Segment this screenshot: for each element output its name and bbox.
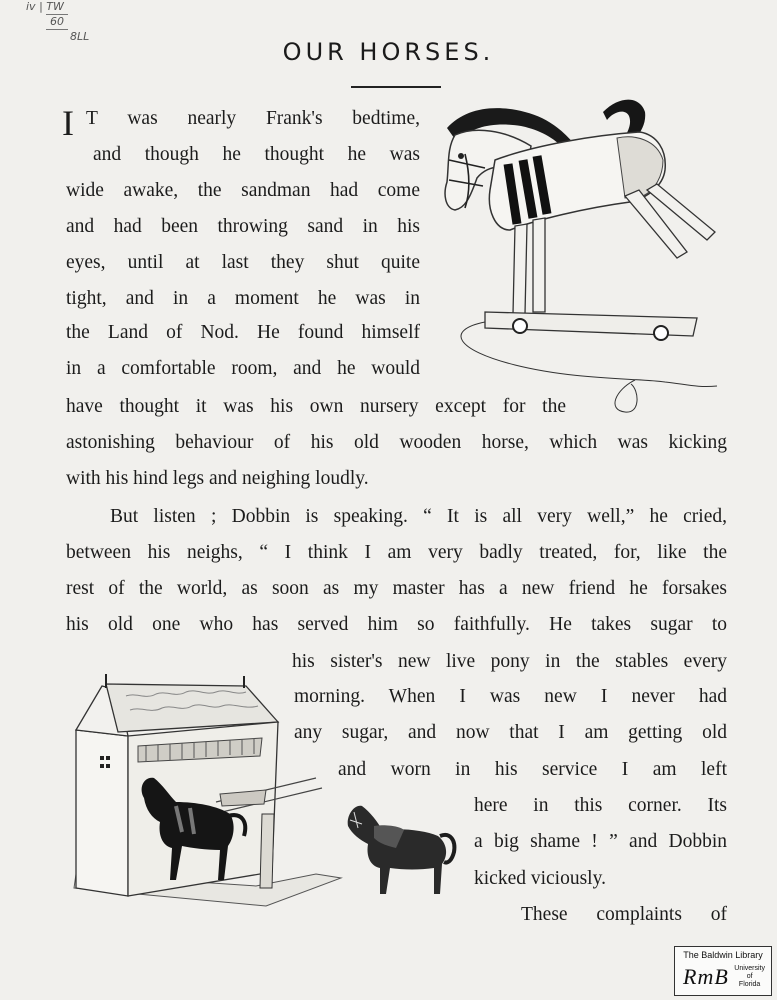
- text-line: have thought it was his own nursery except for the: [66, 396, 566, 417]
- text-line: the Land of Nod. He found himself: [66, 322, 420, 343]
- text-line: here in this corner. Its: [474, 795, 727, 816]
- stamp-monogram: RmB: [683, 964, 729, 989]
- text-line: T was nearly Frank's bedtime,: [86, 108, 420, 129]
- text-line: astonishing behaviour of his old wooden horse, which was kicking: [66, 432, 727, 453]
- library-stamp: [674, 946, 772, 996]
- stamp-library-name: The Baldwin Library: [683, 950, 763, 960]
- text-line: with his hind legs and neighing loudly.: [66, 468, 369, 489]
- wooden-horse-illustration: [435, 90, 730, 420]
- stamp-university-line: University: [734, 965, 765, 972]
- text-line: morning. When I was new I never had: [294, 686, 727, 707]
- text-line: and had been throwing sand in his: [66, 216, 420, 237]
- text-line: wide awake, the sandman had come: [66, 180, 420, 201]
- text-line: any sugar, and now that I am getting old: [294, 722, 727, 743]
- stamp-university: [734, 965, 765, 989]
- text-line: tight, and in a moment he was in: [66, 288, 420, 309]
- text-line: in a comfortable room, and he would: [66, 358, 420, 379]
- text-line: his old one who has served him so faithfully. He takes sugar to: [66, 614, 727, 635]
- title-rule: [351, 86, 441, 88]
- shelfmark-line-3: 8LL: [70, 30, 90, 43]
- text-line: But listen ; Dobbin is speaking. “ It is all very well,” he cried,: [110, 506, 727, 527]
- text-line: his sister's new live pony in the stables every: [292, 651, 727, 672]
- stable-illustration: [66, 666, 346, 912]
- page-title: OUR HORSES.: [282, 38, 495, 66]
- shelfmark-line-2: 60: [46, 14, 68, 30]
- text-line: and worn in his service I am left: [338, 759, 727, 780]
- shelfmark-line-1: iv | TW: [26, 0, 64, 13]
- text-line: between his neighs, “ I think I am very badly treated, for, like the: [66, 542, 727, 563]
- pony-illustration: [344, 794, 460, 900]
- text-line: eyes, until at last they shut quite: [66, 252, 420, 273]
- drop-cap: I: [62, 103, 74, 143]
- text-line: These complaints of: [521, 904, 727, 925]
- stamp-university-line: of: [746, 973, 753, 980]
- stamp-university-line: Florida: [738, 981, 761, 988]
- text-line: kicked viciously.: [474, 868, 606, 889]
- text-line: and though he thought he was: [93, 144, 420, 165]
- text-line: rest of the world, as soon as my master has a new friend he forsakes: [66, 578, 727, 599]
- text-line: a big shame ! ” and Dobbin: [474, 831, 727, 852]
